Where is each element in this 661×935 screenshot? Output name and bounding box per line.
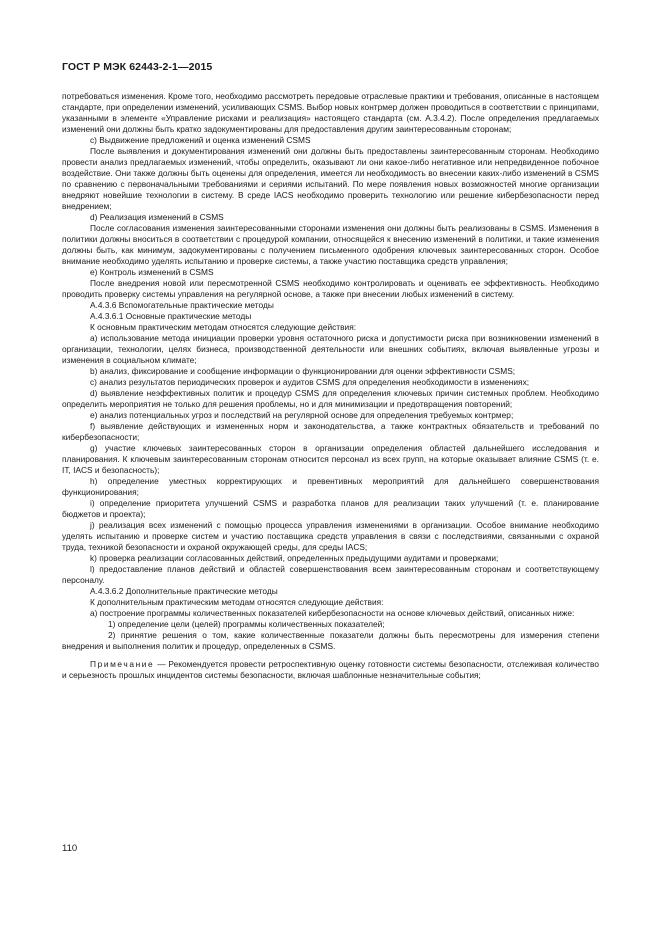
paragraph: а) построение программы количественных показателей кибербезопасности на основе ключевых действий, описанных ниже: — [90, 608, 575, 618]
paragraph: После выявления и документирования изменений они должны быть предоставлены заинтересованным сторонам. Необходимо провести анализ предлагаемых изменений, чтобы определить, оказывают ли они какое-либо негативное или непредвиденное побочное воздействие. Они также должны быть оценены для определения, имеется ли необходимость во внесении каких-либо изменений в CSMS по сравнению с первоначальными требованиями и сериями испытаний. По мере появления новых возможностей многие организации внедряют новейшие технологии в систему. В среде IACS необходимо проверить технологию или решение кибербезопасности перед внедрением; — [62, 146, 599, 211]
paragraph: с) анализ результатов периодических проверок и аудитов CSMS для определения необходимости в изменениях; — [90, 377, 530, 387]
paragraph: k) проверка реализации согласованных действий, определенных предыдущими аудитами и проверками; — [90, 553, 499, 563]
paragraph: А.4.3.6.2 Дополнительные практические методы — [90, 586, 278, 596]
paragraph: 1) определение цели (целей) программы количественных показателей; — [108, 619, 385, 629]
paragraph: А.4.3.6 Вспомогательные практические методы — [90, 300, 274, 310]
note-paragraph — [62, 659, 599, 681]
note-text: — Рекомендуется провести ретроспективную оценку готовности системы безопасности, отслеживая количество и серьезность прошлых инцидентов системы безопасности, включая шаблонные незначительные события; — [62, 659, 599, 680]
paragraph: После согласования изменения заинтересованными сторонами изменения они должны быть реализованы в CSMS. Изменения в политики должны вноситься в соответствии с процедурой компании, относящейся к внесению изменений в политики, и такие изменения должны быть, как минимум, задокументированы с получением письменного одобрения ключевых заинтересованных сторон. Особое внимание необходимо уделять испытанию и проверке системы, а также участию поставщика средств управления; — [62, 223, 599, 266]
paragraph: После внедрения новой или пересмотренной CSMS необходимо контролировать и оценивать ее эффективность. Необходимо проводить проверку системы управления на регулярной основе, а также при внесении любых изменений в систему. — [62, 278, 599, 299]
paragraph: i) определение приоритета улучшений CSMS и разработка планов для реализации таких улучшений (т. е. планирование бюджетов и проекта); — [62, 498, 599, 519]
paragraph: К дополнительным практическим методам относятся следующие действия: — [90, 597, 384, 607]
paragraph: d) выявление неэффективных политик и процедур CSMS для определения ключевых причин системных проблем. Необходимо определить мероприятия не только для решения проблемы, но и для минимизации и предотвращения повторений; — [62, 388, 599, 409]
page-header-standard-title: ГОСТ Р МЭК 62443-2-1—2015 — [62, 61, 213, 73]
paragraph: f) выявление действующих и измененных норм и законодательства, а также контрактных обязательств и требований по кибербезопасности; — [62, 421, 599, 442]
paragraph: g) участие ключевых заинтересованных сторон в организации определения областей дальнейшего исследования и планирования. К ключевым заинтересованным сторонам относится персонал из всех групп, на которые оказывает влияние CSMS (т. е. IT, IACS и безопасность); — [62, 443, 599, 475]
paragraph: b) анализ, фиксирование и сообщение информации о функционировании для оценки эффективности CSMS; — [90, 366, 516, 376]
paragraph: А.4.3.6.1 Основные практические методы — [90, 311, 252, 321]
paragraph: l) предоставление планов действий и областей совершенствования всем заинтересованным сторонам и соответствующему персоналу. — [62, 564, 599, 585]
paragraph: j) реализация всех изменений с помощью процесса управления изменениями в организации. Особое внимание необходимо уделять испытанию и проверке систем и участию поставщика средств управления в связи с последствиями, связанными с охраной труда, техникой безопасности и охраной окружающей среды, для среды IACS; — [62, 520, 599, 552]
paragraph: h) определение уместных корректирующих и превентивных мероприятий для дальнейшего совершенствования функционирования; — [62, 476, 599, 497]
body-text — [62, 91, 599, 681]
paragraph: К основным практическим методам относятся следующие действия: — [90, 322, 357, 332]
paragraph: d) Реализация изменений в CSMS — [90, 212, 224, 222]
paragraph: а) использование метода инициации проверки уровня остаточного риска и допустимости риска при возникновении изменений в организации, технологии, целях бизнеса, производственной деятельности или внешних событиях, включая выявленные угрозы и изменения в социальном климате; — [62, 333, 599, 365]
page-number: 110 — [62, 843, 78, 854]
paragraph: потребоваться изменения. Кроме того, необходимо рассмотреть передовые отраслевые практики и требования, описанные в настоящем стандарте, при определении изменений, усиливающих CSMS. Выбор новых контрмер должен проводиться в соответствии с принципами, указанными в элементе «Управление рисками и реализация» настоящего стандарта (см. А.3.4.2). После определения предлагаемых изменений они должны быть кратко задокументированы для предоставления другим заинтересованным сторонам; — [62, 91, 599, 134]
paragraph: е) Контроль изменений в CSMS — [90, 267, 214, 277]
paragraph: с) Выдвижение предложений и оценка изменений CSMS — [90, 135, 311, 145]
note-label: Примечание — [90, 659, 155, 669]
paragraph: 2) принятие решения о том, какие количественные показатели должны быть пересмотрены для измерения степени внедрения и выполнения политик и процедур, определенных в CSMS. — [62, 630, 599, 651]
paragraph: е) анализ потенциальных угроз и последствий на регулярной основе для определения требуемых контрмер; — [90, 410, 514, 420]
